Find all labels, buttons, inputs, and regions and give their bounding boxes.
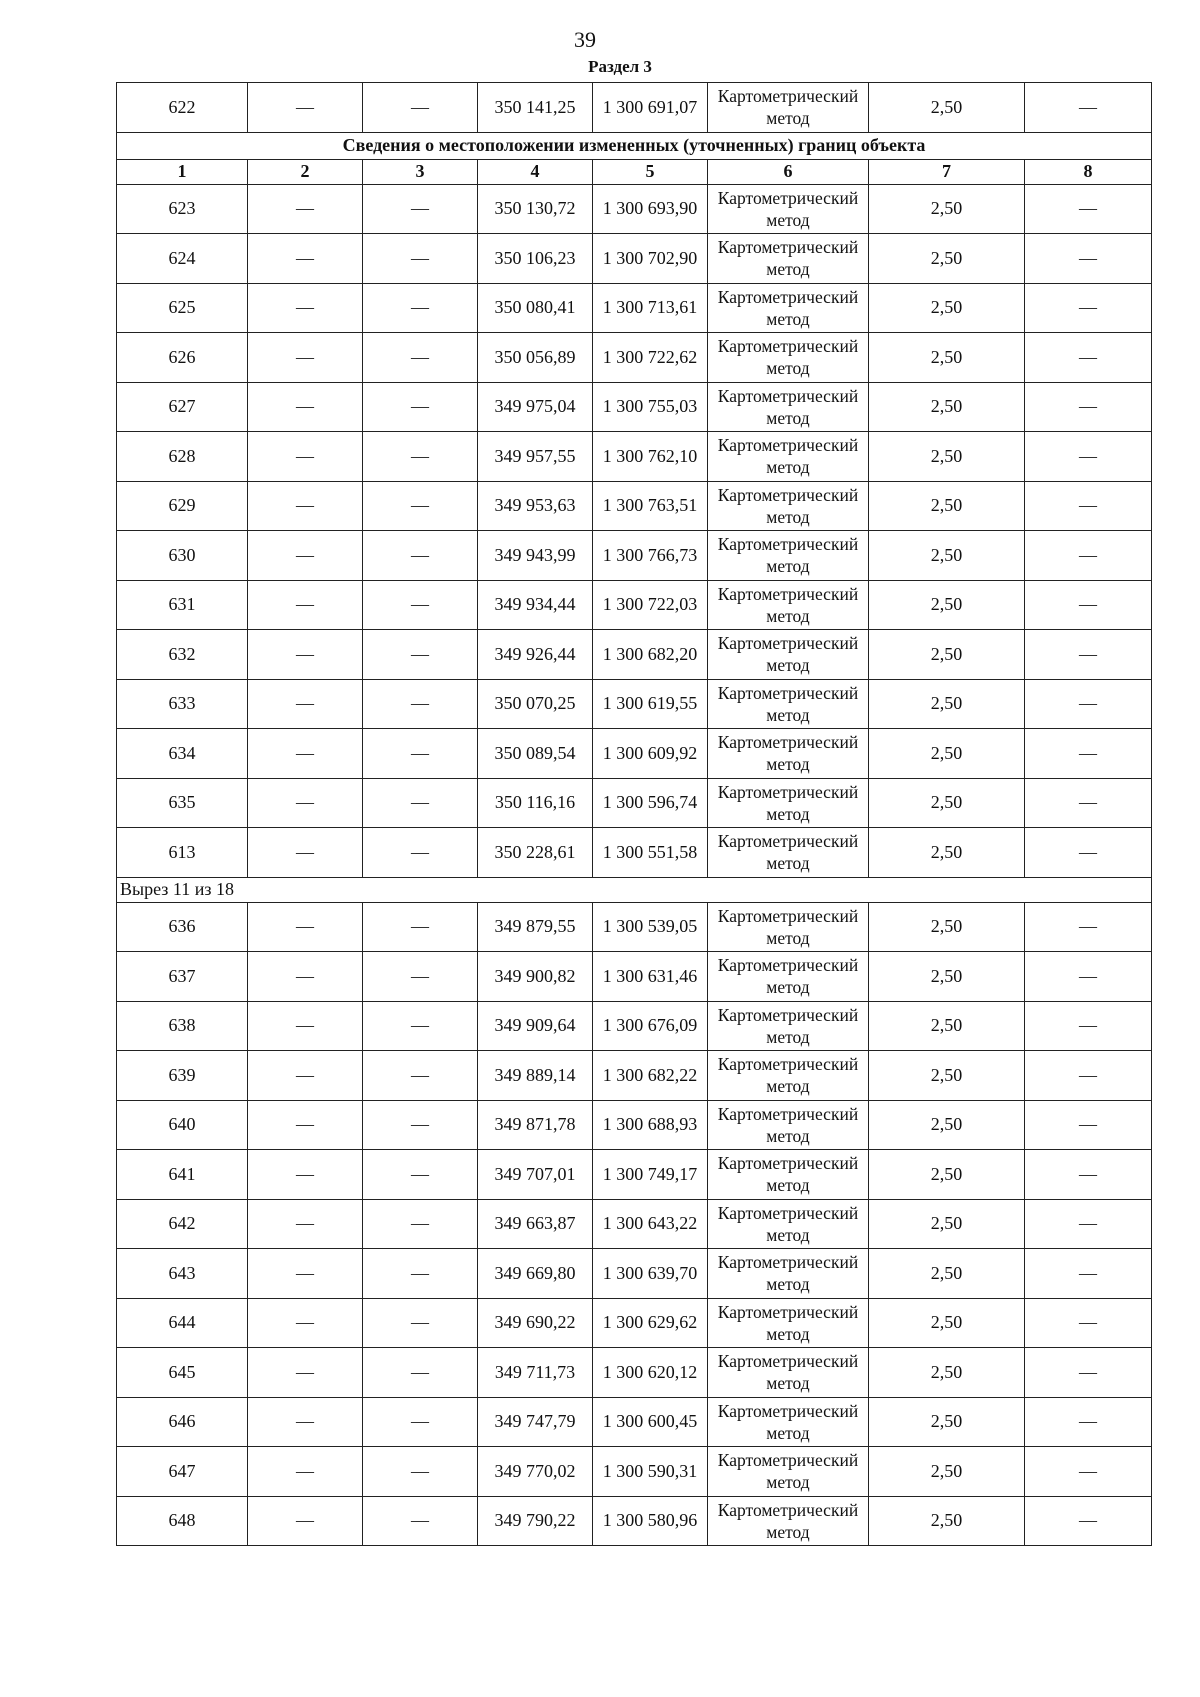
method-cell: Картометрический метод	[708, 382, 869, 432]
column-3-cell: —	[363, 679, 478, 729]
accuracy-cell: 2,50	[869, 382, 1025, 432]
method-cell: Картометрический метод	[708, 1100, 869, 1150]
point-number-cell: 633	[117, 679, 248, 729]
y-coordinate-cell: 1 300 596,74	[593, 778, 708, 828]
point-number-cell: 613	[117, 828, 248, 878]
column-8-cell: —	[1025, 630, 1152, 680]
method-cell: Картометрический метод	[708, 679, 869, 729]
column-header-4: 4	[478, 159, 593, 184]
column-3-cell: —	[363, 778, 478, 828]
column-2-cell: —	[248, 1150, 363, 1200]
table-row	[117, 630, 1152, 680]
method-cell: Картометрический метод	[708, 1001, 869, 1051]
x-coordinate-cell: 349 770,02	[478, 1447, 593, 1497]
table-body	[117, 83, 1152, 1546]
table-row	[117, 333, 1152, 383]
column-8-cell: —	[1025, 828, 1152, 878]
column-8-cell: —	[1025, 1249, 1152, 1299]
point-number-cell: 632	[117, 630, 248, 680]
column-header-3: 3	[363, 159, 478, 184]
column-header-5: 5	[593, 159, 708, 184]
column-8-cell: —	[1025, 1348, 1152, 1398]
y-coordinate-cell: 1 300 702,90	[593, 234, 708, 284]
column-8-cell: —	[1025, 1397, 1152, 1447]
column-header-2: 2	[248, 159, 363, 184]
method-cell: Картометрический метод	[708, 778, 869, 828]
x-coordinate-cell: 349 953,63	[478, 481, 593, 531]
point-number-cell: 628	[117, 432, 248, 482]
column-8-cell: —	[1025, 1298, 1152, 1348]
column-8-cell: —	[1025, 1051, 1152, 1101]
column-2-cell: —	[248, 630, 363, 680]
y-coordinate-cell: 1 300 722,03	[593, 580, 708, 630]
table-row	[117, 1496, 1152, 1546]
column-8-cell: —	[1025, 283, 1152, 333]
table-row	[117, 1150, 1152, 1200]
x-coordinate-cell: 350 228,61	[478, 828, 593, 878]
column-2-cell: —	[248, 481, 363, 531]
accuracy-cell: 2,50	[869, 1397, 1025, 1447]
method-cell: Картометрический метод	[708, 1249, 869, 1299]
method-cell: Картометрический метод	[708, 184, 869, 234]
method-cell: Картометрический метод	[708, 580, 869, 630]
column-2-cell: —	[248, 952, 363, 1002]
accuracy-cell: 2,50	[869, 283, 1025, 333]
accuracy-cell: 2,50	[869, 828, 1025, 878]
table-row	[117, 234, 1152, 284]
table-row	[117, 1001, 1152, 1051]
x-coordinate-cell: 350 089,54	[478, 729, 593, 779]
column-3-cell: —	[363, 234, 478, 284]
accuracy-cell: 2,50	[869, 333, 1025, 383]
table-row	[117, 1397, 1152, 1447]
coordinates-table	[116, 82, 1152, 1546]
column-2-cell: —	[248, 580, 363, 630]
y-coordinate-cell: 1 300 619,55	[593, 679, 708, 729]
method-cell: Картометрический метод	[708, 1397, 869, 1447]
method-cell: Картометрический метод	[708, 1051, 869, 1101]
column-3-cell: —	[363, 1051, 478, 1101]
column-3-cell: —	[363, 333, 478, 383]
point-number-cell: 640	[117, 1100, 248, 1150]
point-number-cell: 641	[117, 1150, 248, 1200]
x-coordinate-cell: 349 900,82	[478, 952, 593, 1002]
y-coordinate-cell: 1 300 580,96	[593, 1496, 708, 1546]
column-8-cell: —	[1025, 902, 1152, 952]
table-row	[117, 283, 1152, 333]
column-8-cell: —	[1025, 729, 1152, 779]
table-row	[117, 580, 1152, 630]
column-2-cell: —	[248, 83, 363, 133]
column-2-cell: —	[248, 1496, 363, 1546]
x-coordinate-cell: 349 707,01	[478, 1150, 593, 1200]
column-3-cell: —	[363, 1001, 478, 1051]
method-cell: Картометрический метод	[708, 729, 869, 779]
point-number-cell: 645	[117, 1348, 248, 1398]
accuracy-cell: 2,50	[869, 531, 1025, 581]
column-3-cell: —	[363, 630, 478, 680]
x-coordinate-cell: 350 130,72	[478, 184, 593, 234]
column-2-cell: —	[248, 1447, 363, 1497]
point-number-cell: 644	[117, 1298, 248, 1348]
method-cell: Картометрический метод	[708, 1447, 869, 1497]
column-8-cell: —	[1025, 1001, 1152, 1051]
table-row	[117, 902, 1152, 952]
x-coordinate-cell: 349 663,87	[478, 1199, 593, 1249]
x-coordinate-cell: 349 943,99	[478, 531, 593, 581]
method-cell: Картометрический метод	[708, 481, 869, 531]
column-8-cell: —	[1025, 778, 1152, 828]
column-3-cell: —	[363, 1348, 478, 1398]
table-row	[117, 184, 1152, 234]
column-3-cell: —	[363, 580, 478, 630]
column-3-cell: —	[363, 828, 478, 878]
column-2-cell: —	[248, 184, 363, 234]
y-coordinate-cell: 1 300 682,20	[593, 630, 708, 680]
method-cell: Картометрический метод	[708, 1298, 869, 1348]
column-8-cell: —	[1025, 531, 1152, 581]
section-title: Раздел 3	[588, 57, 652, 76]
table-row	[117, 1051, 1152, 1101]
subsection-title-row	[117, 132, 1152, 159]
x-coordinate-cell: 349 871,78	[478, 1100, 593, 1150]
column-3-cell: —	[363, 1249, 478, 1299]
point-number-cell: 642	[117, 1199, 248, 1249]
accuracy-cell: 2,50	[869, 184, 1025, 234]
accuracy-cell: 2,50	[869, 1100, 1025, 1150]
y-coordinate-cell: 1 300 551,58	[593, 828, 708, 878]
column-3-cell: —	[363, 83, 478, 133]
x-coordinate-cell: 349 957,55	[478, 432, 593, 482]
y-coordinate-cell: 1 300 722,62	[593, 333, 708, 383]
accuracy-cell: 2,50	[869, 729, 1025, 779]
table-row	[117, 382, 1152, 432]
point-number-cell: 626	[117, 333, 248, 383]
y-coordinate-cell: 1 300 539,05	[593, 902, 708, 952]
point-number-cell: 639	[117, 1051, 248, 1101]
table-row	[117, 531, 1152, 581]
point-number-cell: 624	[117, 234, 248, 284]
y-coordinate-cell: 1 300 620,12	[593, 1348, 708, 1398]
table-row	[117, 432, 1152, 482]
accuracy-cell: 2,50	[869, 432, 1025, 482]
point-number-cell: 647	[117, 1447, 248, 1497]
point-number-cell: 646	[117, 1397, 248, 1447]
column-8-cell: —	[1025, 234, 1152, 284]
point-number-cell: 638	[117, 1001, 248, 1051]
method-cell: Картометрический метод	[708, 630, 869, 680]
accuracy-cell: 2,50	[869, 234, 1025, 284]
table-row	[117, 679, 1152, 729]
page-number: 39	[574, 27, 596, 52]
x-coordinate-cell: 349 926,44	[478, 630, 593, 680]
column-2-cell: —	[248, 1051, 363, 1101]
column-header-7: 7	[869, 159, 1025, 184]
y-coordinate-cell: 1 300 600,45	[593, 1397, 708, 1447]
table-row	[117, 1348, 1152, 1398]
column-3-cell: —	[363, 481, 478, 531]
column-2-cell: —	[248, 432, 363, 482]
point-number-cell: 627	[117, 382, 248, 432]
column-8-cell: —	[1025, 1496, 1152, 1546]
column-3-cell: —	[363, 1298, 478, 1348]
column-2-cell: —	[248, 778, 363, 828]
accuracy-cell: 2,50	[869, 580, 1025, 630]
point-number-cell: 622	[117, 83, 248, 133]
column-2-cell: —	[248, 283, 363, 333]
accuracy-cell: 2,50	[869, 1150, 1025, 1200]
y-coordinate-cell: 1 300 766,73	[593, 531, 708, 581]
y-coordinate-cell: 1 300 688,93	[593, 1100, 708, 1150]
x-coordinate-cell: 350 141,25	[478, 83, 593, 133]
accuracy-cell: 2,50	[869, 679, 1025, 729]
x-coordinate-cell: 349 909,64	[478, 1001, 593, 1051]
accuracy-cell: 2,50	[869, 1051, 1025, 1101]
table-row	[117, 1447, 1152, 1497]
column-3-cell: —	[363, 952, 478, 1002]
x-coordinate-cell: 349 889,14	[478, 1051, 593, 1101]
x-coordinate-cell: 349 747,79	[478, 1397, 593, 1447]
accuracy-cell: 2,50	[869, 952, 1025, 1002]
method-cell: Картометрический метод	[708, 432, 869, 482]
column-8-cell: —	[1025, 679, 1152, 729]
point-number-cell: 623	[117, 184, 248, 234]
x-coordinate-cell: 349 711,73	[478, 1348, 593, 1398]
column-8-cell: —	[1025, 1100, 1152, 1150]
point-number-cell: 631	[117, 580, 248, 630]
column-2-cell: —	[248, 679, 363, 729]
column-2-cell: —	[248, 1199, 363, 1249]
table-row	[117, 1249, 1152, 1299]
column-2-cell: —	[248, 234, 363, 284]
column-2-cell: —	[248, 1298, 363, 1348]
accuracy-cell: 2,50	[869, 1249, 1025, 1299]
method-cell: Картометрический метод	[708, 234, 869, 284]
table-row	[117, 952, 1152, 1002]
method-cell: Картометрический метод	[708, 83, 869, 133]
x-coordinate-cell: 349 690,22	[478, 1298, 593, 1348]
column-3-cell: —	[363, 1199, 478, 1249]
column-2-cell: —	[248, 828, 363, 878]
table-row	[117, 1199, 1152, 1249]
column-3-cell: —	[363, 1397, 478, 1447]
column-8-cell: —	[1025, 333, 1152, 383]
point-number-cell: 630	[117, 531, 248, 581]
accuracy-cell: 2,50	[869, 83, 1025, 133]
column-8-cell: —	[1025, 382, 1152, 432]
y-coordinate-cell: 1 300 713,61	[593, 283, 708, 333]
column-3-cell: —	[363, 382, 478, 432]
accuracy-cell: 2,50	[869, 902, 1025, 952]
x-coordinate-cell: 350 056,89	[478, 333, 593, 383]
column-8-cell: —	[1025, 83, 1152, 133]
point-number-cell: 648	[117, 1496, 248, 1546]
accuracy-cell: 2,50	[869, 1496, 1025, 1546]
column-2-cell: —	[248, 1249, 363, 1299]
method-cell: Картометрический метод	[708, 1496, 869, 1546]
x-coordinate-cell: 350 070,25	[478, 679, 593, 729]
table-row	[117, 481, 1152, 531]
column-3-cell: —	[363, 729, 478, 779]
column-3-cell: —	[363, 531, 478, 581]
y-coordinate-cell: 1 300 629,62	[593, 1298, 708, 1348]
y-coordinate-cell: 1 300 693,90	[593, 184, 708, 234]
column-8-cell: —	[1025, 481, 1152, 531]
column-2-cell: —	[248, 1397, 363, 1447]
x-coordinate-cell: 350 116,16	[478, 778, 593, 828]
column-2-cell: —	[248, 902, 363, 952]
x-coordinate-cell: 349 934,44	[478, 580, 593, 630]
table-row	[117, 1100, 1152, 1150]
accuracy-cell: 2,50	[869, 481, 1025, 531]
y-coordinate-cell: 1 300 762,10	[593, 432, 708, 482]
table-row	[117, 83, 1152, 133]
column-3-cell: —	[363, 1447, 478, 1497]
x-coordinate-cell: 350 106,23	[478, 234, 593, 284]
column-8-cell: —	[1025, 184, 1152, 234]
column-header-1: 1	[117, 159, 248, 184]
y-coordinate-cell: 1 300 590,31	[593, 1447, 708, 1497]
method-cell: Картометрический метод	[708, 1150, 869, 1200]
table-row	[117, 828, 1152, 878]
accuracy-cell: 2,50	[869, 778, 1025, 828]
column-3-cell: —	[363, 184, 478, 234]
column-3-cell: —	[363, 902, 478, 952]
point-number-cell: 629	[117, 481, 248, 531]
column-8-cell: —	[1025, 1447, 1152, 1497]
table-row	[117, 1298, 1152, 1348]
column-header-6: 6	[708, 159, 869, 184]
y-coordinate-cell: 1 300 676,09	[593, 1001, 708, 1051]
excision-row	[117, 877, 1152, 902]
column-2-cell: —	[248, 729, 363, 779]
method-cell: Картометрический метод	[708, 952, 869, 1002]
column-8-cell: —	[1025, 952, 1152, 1002]
method-cell: Картометрический метод	[708, 828, 869, 878]
point-number-cell: 637	[117, 952, 248, 1002]
column-8-cell: —	[1025, 580, 1152, 630]
point-number-cell: 625	[117, 283, 248, 333]
accuracy-cell: 2,50	[869, 1199, 1025, 1249]
x-coordinate-cell: 349 669,80	[478, 1249, 593, 1299]
accuracy-cell: 2,50	[869, 1348, 1025, 1398]
method-cell: Картометрический метод	[708, 283, 869, 333]
method-cell: Картометрический метод	[708, 1199, 869, 1249]
x-coordinate-cell: 350 080,41	[478, 283, 593, 333]
column-2-cell: —	[248, 1100, 363, 1150]
column-3-cell: —	[363, 432, 478, 482]
accuracy-cell: 2,50	[869, 630, 1025, 680]
y-coordinate-cell: 1 300 609,92	[593, 729, 708, 779]
point-number-cell: 634	[117, 729, 248, 779]
y-coordinate-cell: 1 300 631,46	[593, 952, 708, 1002]
table-row	[117, 729, 1152, 779]
column-8-cell: —	[1025, 432, 1152, 482]
y-coordinate-cell: 1 300 755,03	[593, 382, 708, 432]
column-header-row	[117, 159, 1152, 184]
column-2-cell: —	[248, 382, 363, 432]
point-number-cell: 635	[117, 778, 248, 828]
y-coordinate-cell: 1 300 639,70	[593, 1249, 708, 1299]
table-row	[117, 778, 1152, 828]
x-coordinate-cell: 349 879,55	[478, 902, 593, 952]
point-number-cell: 636	[117, 902, 248, 952]
point-number-cell: 643	[117, 1249, 248, 1299]
column-2-cell: —	[248, 1348, 363, 1398]
method-cell: Картометрический метод	[708, 333, 869, 383]
column-3-cell: —	[363, 1496, 478, 1546]
accuracy-cell: 2,50	[869, 1001, 1025, 1051]
x-coordinate-cell: 349 975,04	[478, 382, 593, 432]
column-2-cell: —	[248, 531, 363, 581]
column-3-cell: —	[363, 283, 478, 333]
x-coordinate-cell: 349 790,22	[478, 1496, 593, 1546]
column-8-cell: —	[1025, 1150, 1152, 1200]
column-8-cell: —	[1025, 1199, 1152, 1249]
accuracy-cell: 2,50	[869, 1447, 1025, 1497]
accuracy-cell: 2,50	[869, 1298, 1025, 1348]
column-3-cell: —	[363, 1150, 478, 1200]
method-cell: Картометрический метод	[708, 902, 869, 952]
column-2-cell: —	[248, 333, 363, 383]
column-2-cell: —	[248, 1001, 363, 1051]
method-cell: Картометрический метод	[708, 531, 869, 581]
y-coordinate-cell: 1 300 691,07	[593, 83, 708, 133]
y-coordinate-cell: 1 300 749,17	[593, 1150, 708, 1200]
y-coordinate-cell: 1 300 682,22	[593, 1051, 708, 1101]
subsection-title: Сведения о местоположении измененных (уточненных) границ объекта	[117, 132, 1152, 159]
column-3-cell: —	[363, 1100, 478, 1150]
method-cell: Картометрический метод	[708, 1348, 869, 1398]
excision-label: Вырез 11 из 18	[117, 877, 1152, 902]
y-coordinate-cell: 1 300 643,22	[593, 1199, 708, 1249]
y-coordinate-cell: 1 300 763,51	[593, 481, 708, 531]
column-header-8: 8	[1025, 159, 1152, 184]
